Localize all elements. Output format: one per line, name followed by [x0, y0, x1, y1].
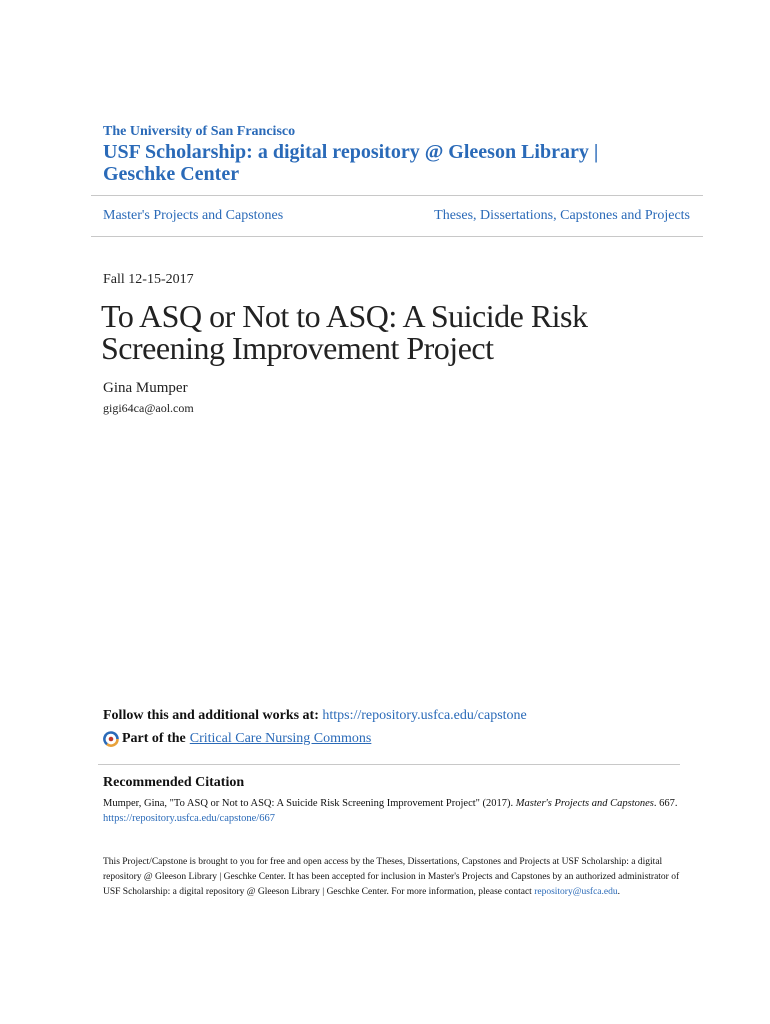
repository-title-link[interactable]: USF Scholarship: a digital repository @ Gleeson Library | Geschke Center	[103, 141, 599, 185]
follow-line	[103, 708, 527, 724]
citation-heading: Recommended Citation	[103, 775, 245, 790]
notice-end: .	[617, 887, 620, 897]
citation-text: Mumper, Gina, "To ASQ or Not to ASQ: A Suicide Risk Screening Improvement Project" (2017).	[103, 798, 514, 809]
notice-text: This Project/Capstone is brought to you for free and open access by the Theses, Dissertations, Capstones and Projects at USF Scholarship: a digital repository @ Gleeson Library | Geschke Center. It has been accepted for inclusion in Master's Projects and Capstones by an authorized administrator of USF Scholarship: a digital repository @ Gleeson Library | Geschke Center. For more information, please contact	[103, 857, 680, 897]
breadcrumb-parent-link[interactable]: Theses, Dissertations, Capstones and Projects	[434, 208, 690, 223]
divider	[91, 195, 703, 196]
access-notice	[103, 855, 683, 900]
citation-journal: Master's Projects and Capstones	[515, 798, 654, 809]
part-of-line	[103, 731, 371, 747]
part-of-label: Part of the	[122, 731, 186, 746]
document-title: To ASQ or Not to ASQ: A Suicide Risk Screening Improvement Project	[101, 298, 588, 366]
breadcrumb-collection-link[interactable]: Master's Projects and Capstones	[103, 208, 284, 223]
citation-number: . 667.	[653, 798, 678, 809]
citation-body	[103, 796, 683, 826]
critical-care-nursing-link[interactable]: Critical Care Nursing Commons	[189, 731, 372, 746]
publication-date: Fall 12-15-2017	[103, 272, 194, 287]
follow-url-link[interactable]: https://repository.usfca.edu/capstone	[322, 708, 527, 723]
contact-email-link[interactable]: repository@usfca.edu	[534, 887, 618, 897]
follow-label: Follow this and additional works at:	[103, 708, 319, 723]
divider	[91, 236, 703, 237]
author-name: Gina Mumper	[103, 380, 188, 396]
university-name: The University of San Francisco	[103, 124, 296, 139]
author-email: gigi64ca@aol.com	[103, 401, 194, 415]
network-icon	[103, 731, 119, 747]
divider	[98, 764, 680, 765]
citation-url-link[interactable]: https://repository.usfca.edu/capstone/667	[103, 813, 275, 824]
